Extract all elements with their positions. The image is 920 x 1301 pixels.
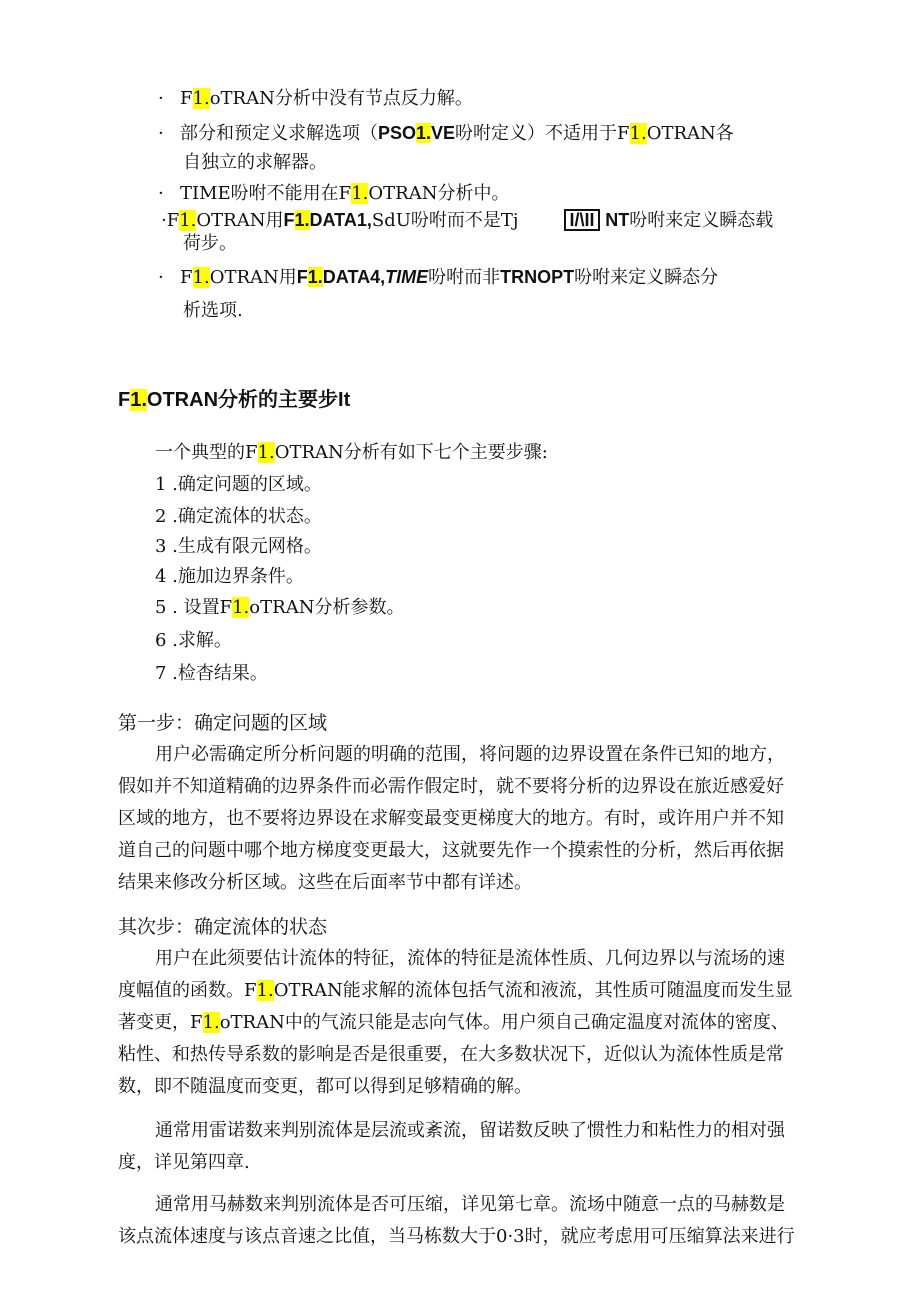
step2-line: 用户在此须要估计流体的特征，流体的特征是流体性质、几何边界以与流场的速	[155, 948, 785, 969]
step-item: 3 .生成有限元网格。	[155, 536, 322, 557]
reynolds-para-line: 度，详见第四章.	[118, 1152, 250, 1173]
step-item: 6 .求解。	[155, 630, 232, 651]
highlight: 1.	[179, 210, 197, 231]
step-item: 2 .确定流体的状态。	[155, 506, 322, 527]
reynolds-para-line: 通常用雷诺数来判别流体是层流或紊流，留诺数反映了惯性力和粘性力的相对强	[155, 1120, 785, 1141]
bullet-item: · F1.OTRAN用F1.DATA4,TIME吩咐而非TRNOPT吩咐来定义瞬态分	[158, 267, 719, 288]
step2-line: 粘性、和热传导系数的影响是否是很重要，在大多数状况下，近似认为流体性质是常	[118, 1044, 784, 1065]
step1-line: 区域的地方，也不要将边界设在求解变最变更梯度大的地方。有时，或许用户并不知	[118, 808, 784, 829]
step1-title: 第一步：确定问题的区域	[118, 712, 328, 734]
highlight: 1.	[256, 980, 274, 1001]
step1-line: 结果来修改分析区域。这些在后面率节中都有详述。	[118, 872, 532, 893]
highlight: 1.	[257, 442, 275, 463]
bullet-dot: ·	[158, 123, 164, 144]
highlight: 1.	[130, 389, 147, 411]
step1-line: 道自己的问题中哪个地方梯度变更最大，这就要先作一个摸索性的分析，然后再依据	[118, 840, 784, 861]
step-item: 1 .确定问题的区域。	[155, 474, 322, 495]
bullet-item: ·F1.OTRAN用F1.DATA1,SdU吩咐而不是Tj I/\II NT吩咐来定义瞬态载	[161, 210, 774, 231]
highlight: 1.	[192, 267, 210, 288]
bullet-continuation: 荷步。	[183, 233, 237, 254]
bullet-continuation: 自独立的求解器。	[183, 152, 327, 173]
step2-line: 著变更，F1.oTRAN中的气流只能是志向气体。用户须自己确定温度对流体的密度、	[118, 1012, 789, 1033]
bullet-item: · TIME吩咐不能用在F1.OTRAN分析中。	[158, 183, 510, 204]
section-heading: F1.OTRAN分析的主要步It	[118, 389, 351, 411]
mach-para-line: 通常用马赫数来判别流体是否可压缩，详见第七章。流场中随意一点的马赫数是	[155, 1194, 785, 1215]
step-item: 7 .检杳结果。	[155, 663, 268, 684]
bullet-continuation: 析选项.	[183, 300, 243, 321]
step1-line: 假如并不知道精确的边界条件而必需作假定时，就不要将分析的边界设在旅近感爱好	[118, 776, 784, 797]
highlight: 1.	[202, 1012, 220, 1033]
highlight: 1.	[232, 597, 250, 618]
boxed-text: I/\II	[564, 209, 599, 231]
bullet-item: · 部分和预定义求解选项（PSO1.VE吩咐定义）不适用于F1.OTRAN各	[158, 123, 734, 144]
highlight: 1.	[294, 210, 310, 230]
step1-line: 用户必需确定所分析问题的明确的范围，将问题的边界设置在条件已知的地方，	[155, 744, 785, 765]
step2-line: 度幅值的函数。F1.OTRAN能求解的流体包括气流和液流，其性质可随温度而发生显	[118, 980, 793, 1001]
step2-line: 数，即不随温度而变更，都可以得到足够精确的解。	[118, 1076, 532, 1097]
bullet-dot: ·	[158, 267, 164, 288]
bullet-dot: ·	[158, 88, 164, 109]
bullet-dot: ·	[161, 210, 167, 231]
highlight: 1.	[416, 123, 432, 143]
step-item: 5 . 设置F1.oTRAN分析参数。	[155, 597, 405, 618]
highlight: 1.	[351, 183, 369, 204]
bullet-item: · F1.oTRAN分析中没有节点反力解。	[158, 88, 473, 109]
step-item: 4 .施加边界条件。	[155, 566, 304, 587]
step2-title: 其次步：确定流体的状态	[118, 916, 328, 938]
bullet-dot: ·	[158, 183, 164, 204]
section-intro: 一个典型的F1.OTRAN分析有如下七个主要步骤:	[155, 442, 548, 463]
highlight: 1.	[307, 267, 323, 287]
highlight: 1.	[629, 123, 647, 144]
mach-para-line: 该点流体速度与该点音速之比值，当马栋数大于0·3时，就应考虑用可压缩算法来进行	[118, 1226, 795, 1247]
highlight: 1.	[192, 88, 210, 109]
